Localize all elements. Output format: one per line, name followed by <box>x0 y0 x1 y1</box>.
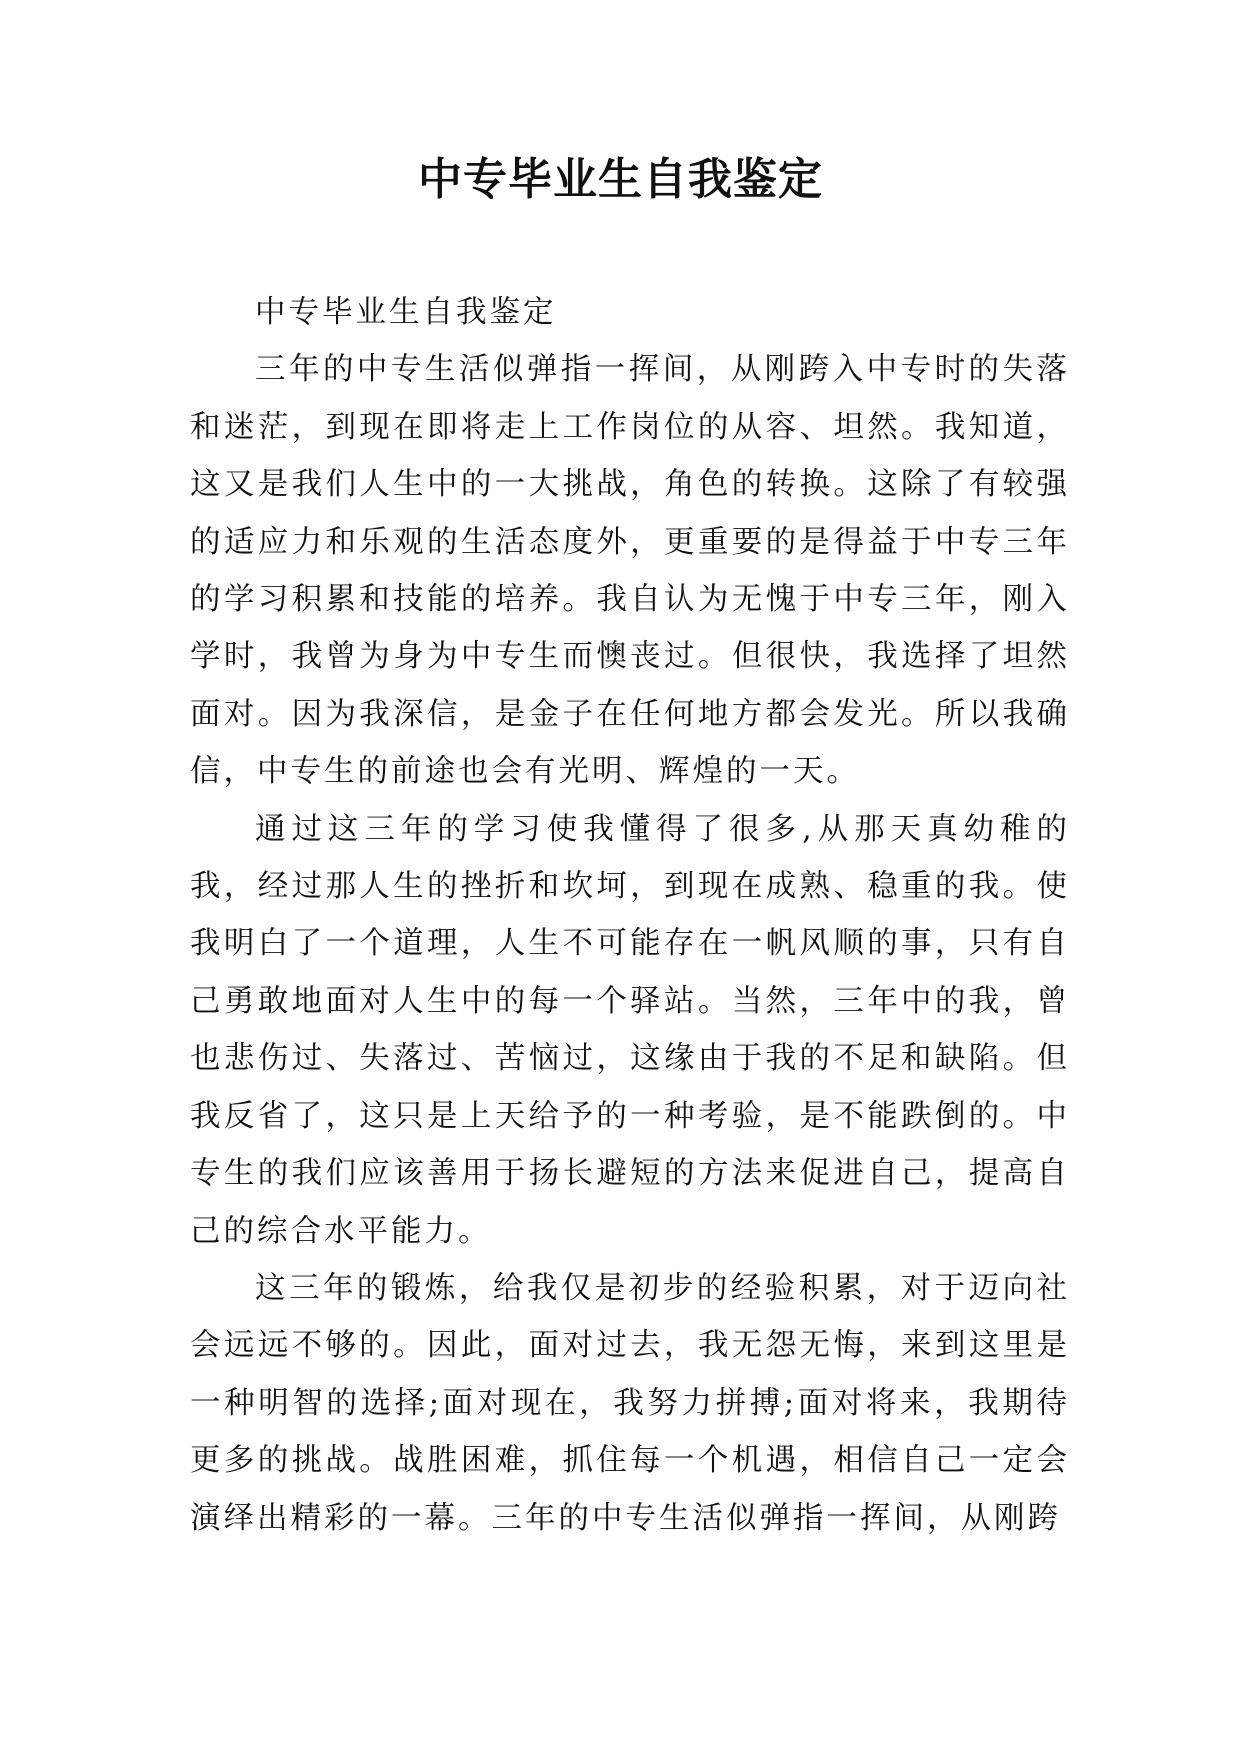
paragraph: 这三年的锻炼，给我仅是初步的经验积累，对于迈向社会远远不够的。因此，面对过去，我无怨无悔，来到这里是一种明智的选择;面对现在，我努力拼搏;面对将来，我期待更多的挑战。战胜困难，抓住每一个机遇，相信自己一定会演绎出精彩的一幕。三年的中专生活似弹指一挥间，从刚跨 <box>190 1270 1070 1536</box>
paragraph-heading: 中专毕业生自我鉴定 <box>255 295 557 330</box>
paragraph: 通过这三年的学习使我懂得了很多,从那天真幼稚的我，经过那人生的挫折和坎坷，到现在成熟、稳重的我。使我明白了一个道理，人生不可能存在一帆风顺的事，只有自己勇敢地面对人生中的每一个驿站。当然，三年中的我，曾也悲伤过、失落过、苦恼过，这缘由于我的不足和缺陷。但我反省了，这只是上天给予的一种考验，是不能跌倒的。中专生的我们应该善用于扬长避短的方法来促进自己，提高自己的综合水平能力。 <box>190 811 1070 1249</box>
document-body <box>190 284 1070 1547</box>
paragraph: 三年的中专生活似弹指一挥间，从刚跨入中专时的失落和迷茫，到现在即将走上工作岗位的从容、坦然。我知道，这又是我们人生中的一大挑战，角色的转换。这除了有较强的适应力和乐观的生活态度外，更重要的是得益于中专三年的学习积累和技能的培养。我自认为无愧于中专三年，刚入学时，我曾为身为中专生而懊丧过。但很快，我选择了坦然面对。因为我深信，是金子在任何地方都会发光。所以我确信，中专生的前途也会有光明、辉煌的一天。 <box>190 352 1070 790</box>
document-title: 中专毕业生自我鉴定 <box>418 154 823 205</box>
